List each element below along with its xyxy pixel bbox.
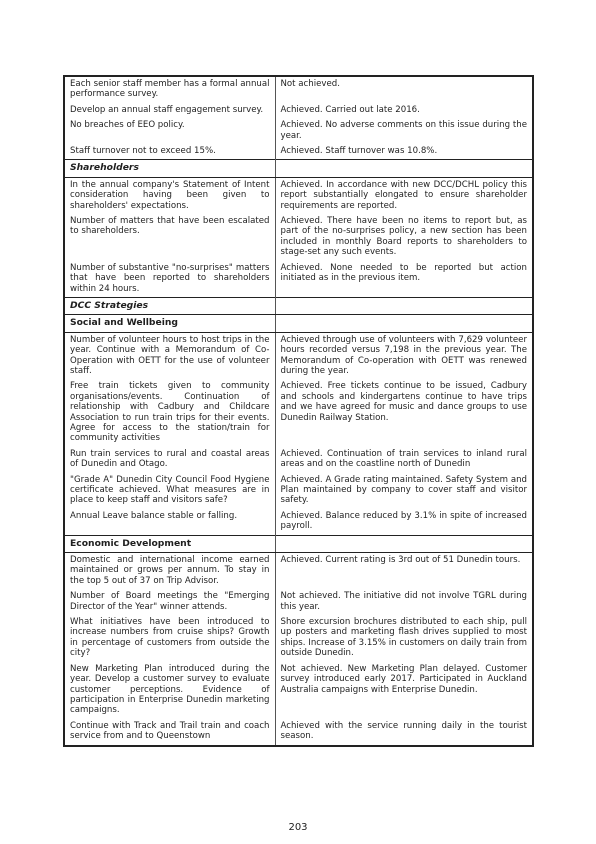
measure-cell: Domestic and international income earned maintained or grows per annum. To stay in the top 5 out of 37 on Trip Advisor.: [70, 555, 270, 586]
table-row: [64, 447, 533, 473]
table-row: [64, 379, 533, 446]
measure-cell: New Marketing Plan introduced during the year. Develop a customer survey to evaluate customer perceptions. Evidence of participation in Enterprise Dunedin marketing campaigns.: [70, 663, 270, 716]
page-number: 203: [288, 822, 308, 833]
result-cell: Not achieved. The initiative did not involve TGRL during this year.: [275, 589, 533, 615]
result-cell: Achieved. Balance reduced by 3.1% in spite of increased payroll.: [275, 509, 533, 535]
table-row: [64, 118, 533, 144]
measure-cell: Run train services to rural and coastal areas of Dunedin and Otago.: [70, 448, 270, 470]
table-row: [64, 76, 533, 103]
table-row: [64, 509, 533, 535]
shareholders-heading: Shareholders: [64, 160, 275, 177]
document-page: [63, 75, 532, 747]
measure-cell: What initiatives have been introduced to increase numbers from cruise ships? Growth in percentage of customers from outside the city?: [70, 617, 270, 659]
result-cell: Shore excursion brochures distributed to each ship, pull up posters and marketing flash drives supplied to most ships. Increase of 3.15% in customers on daily train from outside Dunedin.: [275, 615, 533, 662]
table-row: [64, 662, 533, 719]
table-row: [64, 214, 533, 261]
table-row: [64, 589, 533, 615]
table-row: [64, 615, 533, 662]
result-cell: Achieved. A Grade rating maintained. Safety System and Plan maintained by company to cover staff and visitor safety.: [275, 473, 533, 509]
table-row: [64, 177, 533, 214]
result-cell: Achieved. None needed to be reported but action initiated as in the previous item.: [275, 261, 533, 298]
measure-cell: Number of substantive "no-surprises" matters that have been reported to shareholders within 24 hours.: [70, 262, 270, 294]
measure-cell: Staff turnover not to exceed 15%.: [70, 146, 216, 157]
result-cell: Achieved with the service running daily in the tourist season.: [275, 719, 533, 746]
economic-development-heading: Economic Development: [64, 535, 275, 552]
section-heading-row: [64, 160, 533, 177]
table-row: [64, 473, 533, 509]
measure-cell: Number of volunteer hours to host trips in the year. Continue with a Memorandum of Co-Operation with OETT for the use of volunteer staff.: [70, 334, 270, 376]
result-cell: Achieved through use of volunteers with 7,629 volunteer hours recorded versus 7,198 in the previous year. The Memorandum of Co-operation with OETT was renewed during the year.: [275, 332, 533, 379]
table-row: [64, 719, 533, 746]
result-cell: Achieved. There have been no items to report but, as part of the no-surprises policy, a new section has been included in monthly Board reports to shareholders to stage-set any such events.: [275, 214, 533, 261]
result-cell: Not achieved.: [275, 76, 533, 103]
result-cell: Achieved. In accordance with new DCC/DCHL policy this report substantially elongated to ensure shareholder requirements are reported.: [275, 177, 533, 214]
result-cell: Achieved. Continuation of train services to inland rural areas and on the coastline north of Dunedin: [275, 447, 533, 473]
section-heading-row: [64, 297, 533, 314]
measure-cell: Free train tickets given to community organisations/events. Continuation of relationship with Cadbury and Childcare Association to run train trips for their events. Agree for access to the station/train for community activities: [70, 381, 270, 444]
result-cell: Achieved. Carried out late 2016.: [275, 103, 533, 118]
result-cell: Achieved. Staff turnover was 10.8%.: [275, 144, 533, 160]
measure-cell: Continue with Track and Trail train and coach service from and to Queenstown: [70, 720, 270, 742]
table-row: [64, 261, 533, 298]
table-row: [64, 144, 533, 160]
measure-cell: "Grade A" Dunedin City Council Food Hygiene certificate achieved. What measures are in place to keep staff and visitors safe?: [70, 474, 270, 506]
dcc-strategies-heading: DCC Strategies: [64, 297, 275, 314]
measure-cell: Annual Leave balance stable or falling.: [70, 510, 238, 521]
measure-cell: Number of matters that have been escalated to shareholders.: [70, 216, 270, 237]
table-row: [64, 332, 533, 379]
measure-cell: Each senior staff member has a formal annual performance survey.: [70, 79, 270, 100]
result-cell: Achieved. No adverse comments on this issue during the year.: [275, 118, 533, 144]
measure-cell: Develop an annual staff engagement survey.: [70, 104, 264, 115]
result-cell: Not achieved. New Marketing Plan delayed. Customer survey introduced early 2017. Participated in Auckland Australia campaigns with Enterprise Dunedin.: [275, 662, 533, 719]
social-wellbeing-heading: Social and Wellbeing: [64, 315, 275, 332]
table-row: [64, 103, 533, 118]
subsection-heading-row: [64, 535, 533, 552]
result-cell: Achieved. Free tickets continue to be issued, Cadbury and schools and kindergartens continue to have trips and we have agreed for music and dance groups to use Dunedin Railway Station.: [275, 379, 533, 446]
table-row: [64, 553, 533, 590]
measure-cell: In the annual company's Statement of Intent consideration having been given to shareholders' expectations.: [70, 179, 270, 211]
measure-cell: No breaches of EEO policy.: [70, 120, 185, 131]
result-cell: Achieved. Current rating is 3rd out of 51 Dunedin tours.: [275, 553, 533, 590]
subsection-heading-row: [64, 315, 533, 332]
measure-cell: Number of Board meetings the "Emerging Director of the Year" winner attends.: [70, 591, 270, 612]
performance-table: [63, 75, 534, 747]
